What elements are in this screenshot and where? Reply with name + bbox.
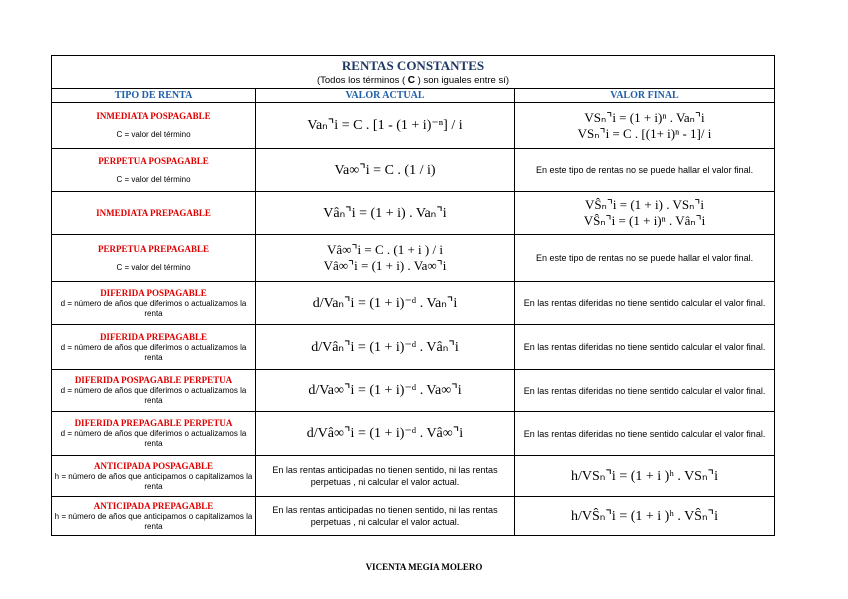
col-tipo: TIPO DE RENTA [52,89,256,103]
valor-final-note: En las rentas diferidas no tiene sentido calcular el valor final. [523,428,766,439]
valor-actual-formula: d/Va∞⌝i = (1 + i)⁻ᵈ . Va∞⌝i [308,383,462,398]
renta-type-name: DIFERIDA POSPAGABLE [100,287,207,298]
valor-actual-formula: Vâₙ⌝i = (1 + i) . Vaₙ⌝i [323,205,447,221]
valor-final-note: En las rentas diferidas no tiene sentido calcular el valor final. [523,385,766,396]
valor-final-note: En las rentas diferidas no tiene sentido calcular el valor final. [523,298,766,308]
valor-final-formula: h/VŜₙ⌝i = (1 + i )ʰ . VŜₙ⌝i [571,508,718,524]
table-row [52,149,775,192]
valor-actual-cell [256,412,515,456]
renta-type-cell [52,103,256,149]
renta-type-cell [52,149,256,192]
rentas-table [51,55,775,536]
renta-type-name: PERPETUA PREPAGABLE [97,243,210,254]
valor-final-cell [515,149,775,192]
valor-actual-formula: Vâ∞⌝i = (1 + i) . Va∞⌝i [323,258,447,273]
page-title: RENTAS CONSTANTES [341,58,485,73]
renta-type-name: INMEDIATA POSPAGABLE [96,111,211,121]
valor-final-formula: h/VSₙ⌝i = (1 + i )ʰ . VSₙ⌝i [571,468,718,484]
renta-type-desc: C = valor del término [116,262,191,272]
renta-type-cell [52,370,256,412]
valor-final-note: En las rentas diferidas no tiene sentido calcular el valor final. [523,342,766,352]
renta-type-name: DIFERIDA POSPAGABLE PERPETUA [74,375,233,385]
valor-actual-formula: d/Vâₙ⌝i = (1 + i)⁻ᵈ . Vâₙ⌝i [311,339,459,355]
renta-type-cell [52,412,256,456]
renta-type-cell [52,456,256,497]
valor-final-note: En este tipo de rentas no se puede hallar el valor final. [535,253,754,263]
valor-actual-formula: Va∞⌝i = C . (1 / i) [334,162,436,178]
col-valor-final: VALOR FINAL [515,89,775,103]
table-row [52,412,775,456]
renta-type-cell [52,282,256,325]
valor-actual-cell [256,370,515,412]
table-row [52,192,775,235]
valor-actual-formula: d/Vâ∞⌝i = (1 + i)⁻ᵈ . Vâ∞⌝i [306,426,464,441]
renta-type-desc: h = número de años que anticipamos o capitalizamos la renta [54,471,253,491]
renta-type-name: DIFERIDA PREPAGABLE PERPETUA [74,418,233,428]
table-row [52,497,775,536]
renta-type-name: ANTICIPADA PREPAGABLE [93,500,214,511]
renta-type-desc: d = número de años que diferimos o actualizamos la renta [60,342,247,362]
renta-type-desc: C = valor del término [116,174,191,184]
valor-final-cell [515,282,775,325]
valor-final-cell [515,103,775,149]
valor-actual-cell [256,235,515,282]
valor-actual-cell [256,103,515,149]
table-row [52,235,775,282]
renta-type-name: DIFERIDA PREPAGABLE [99,331,208,342]
renta-type-name: PERPETUA POSPAGABLE [98,155,209,166]
valor-actual-cell [256,282,515,325]
renta-type-cell [52,497,256,536]
valor-final-formula: VŜₙ⌝i = (1 + i) . VSₙ⌝i [585,197,704,212]
col-valor-actual: VALOR ACTUAL [256,89,515,103]
valor-final-cell [515,235,775,282]
valor-final-formula: VSₙ⌝i = (1 + i)ⁿ . Vaₙ⌝i [584,109,705,125]
valor-actual-formula: d/Vaₙ⌝i = (1 + i)⁻ᵈ . Vaₙ⌝i [312,295,458,311]
column-headers [52,89,775,103]
table-row [52,370,775,412]
renta-type-name: INMEDIATA PREPAGABLE [96,207,211,218]
renta-type-desc: d = número de años que diferimos o actualizamos la renta [60,386,247,405]
valor-actual-note: En las rentas anticipadas no tienen sentido, ni las rentas perpetuas , ni calcular el valor actual. [272,505,498,527]
valor-final-cell [515,497,775,536]
valor-actual-formula: Vâ∞⌝i = C . (1 + i ) / i [327,242,443,257]
table-row [52,103,775,149]
renta-type-desc: d = número de años que diferimos o actualizamos la renta [60,298,247,318]
valor-final-note: En este tipo de rentas no se puede hallar el valor final. [535,165,754,175]
valor-actual-cell [256,149,515,192]
renta-type-desc: C = valor del término [116,130,191,139]
subtitle: (Todos los términos ( C ) son iguales entre sí) [316,75,510,86]
renta-type-cell [52,192,256,235]
table-row [52,456,775,497]
valor-final-cell [515,412,775,456]
table-row [52,325,775,370]
valor-actual-cell [256,497,515,536]
renta-type-name: ANTICIPADA POSPAGABLE [94,460,213,471]
valor-actual-cell [256,325,515,370]
valor-actual-formula: Vaₙ⌝i = C . [1 - (1 + i)⁻ⁿ] / i [307,118,463,133]
valor-final-formula: VŜₙ⌝i = (1 + i)ⁿ . Vâₙ⌝i [583,213,706,228]
table-header [52,56,775,89]
table-row [52,282,775,325]
valor-actual-note: En las rentas anticipadas no tienen sentido, ni las rentas perpetuas , ni calcular el valor actual. [272,465,498,487]
renta-type-desc: h = número de años que anticipamos o capitalizamos la renta [54,511,253,531]
renta-type-desc: d = número de años que diferimos o actualizamos la renta [60,429,247,448]
valor-final-cell [515,456,775,497]
author: VICENTA MEGIA MOLERO [365,562,483,572]
valor-actual-cell [256,192,515,235]
valor-final-cell [515,325,775,370]
renta-type-cell [52,325,256,370]
valor-final-cell [515,192,775,235]
valor-actual-cell [256,456,515,497]
renta-type-cell [52,235,256,282]
valor-final-formula: VSₙ⌝i = C . [(1+ i)ⁿ - 1]/ i [577,125,712,141]
valor-final-cell [515,370,775,412]
